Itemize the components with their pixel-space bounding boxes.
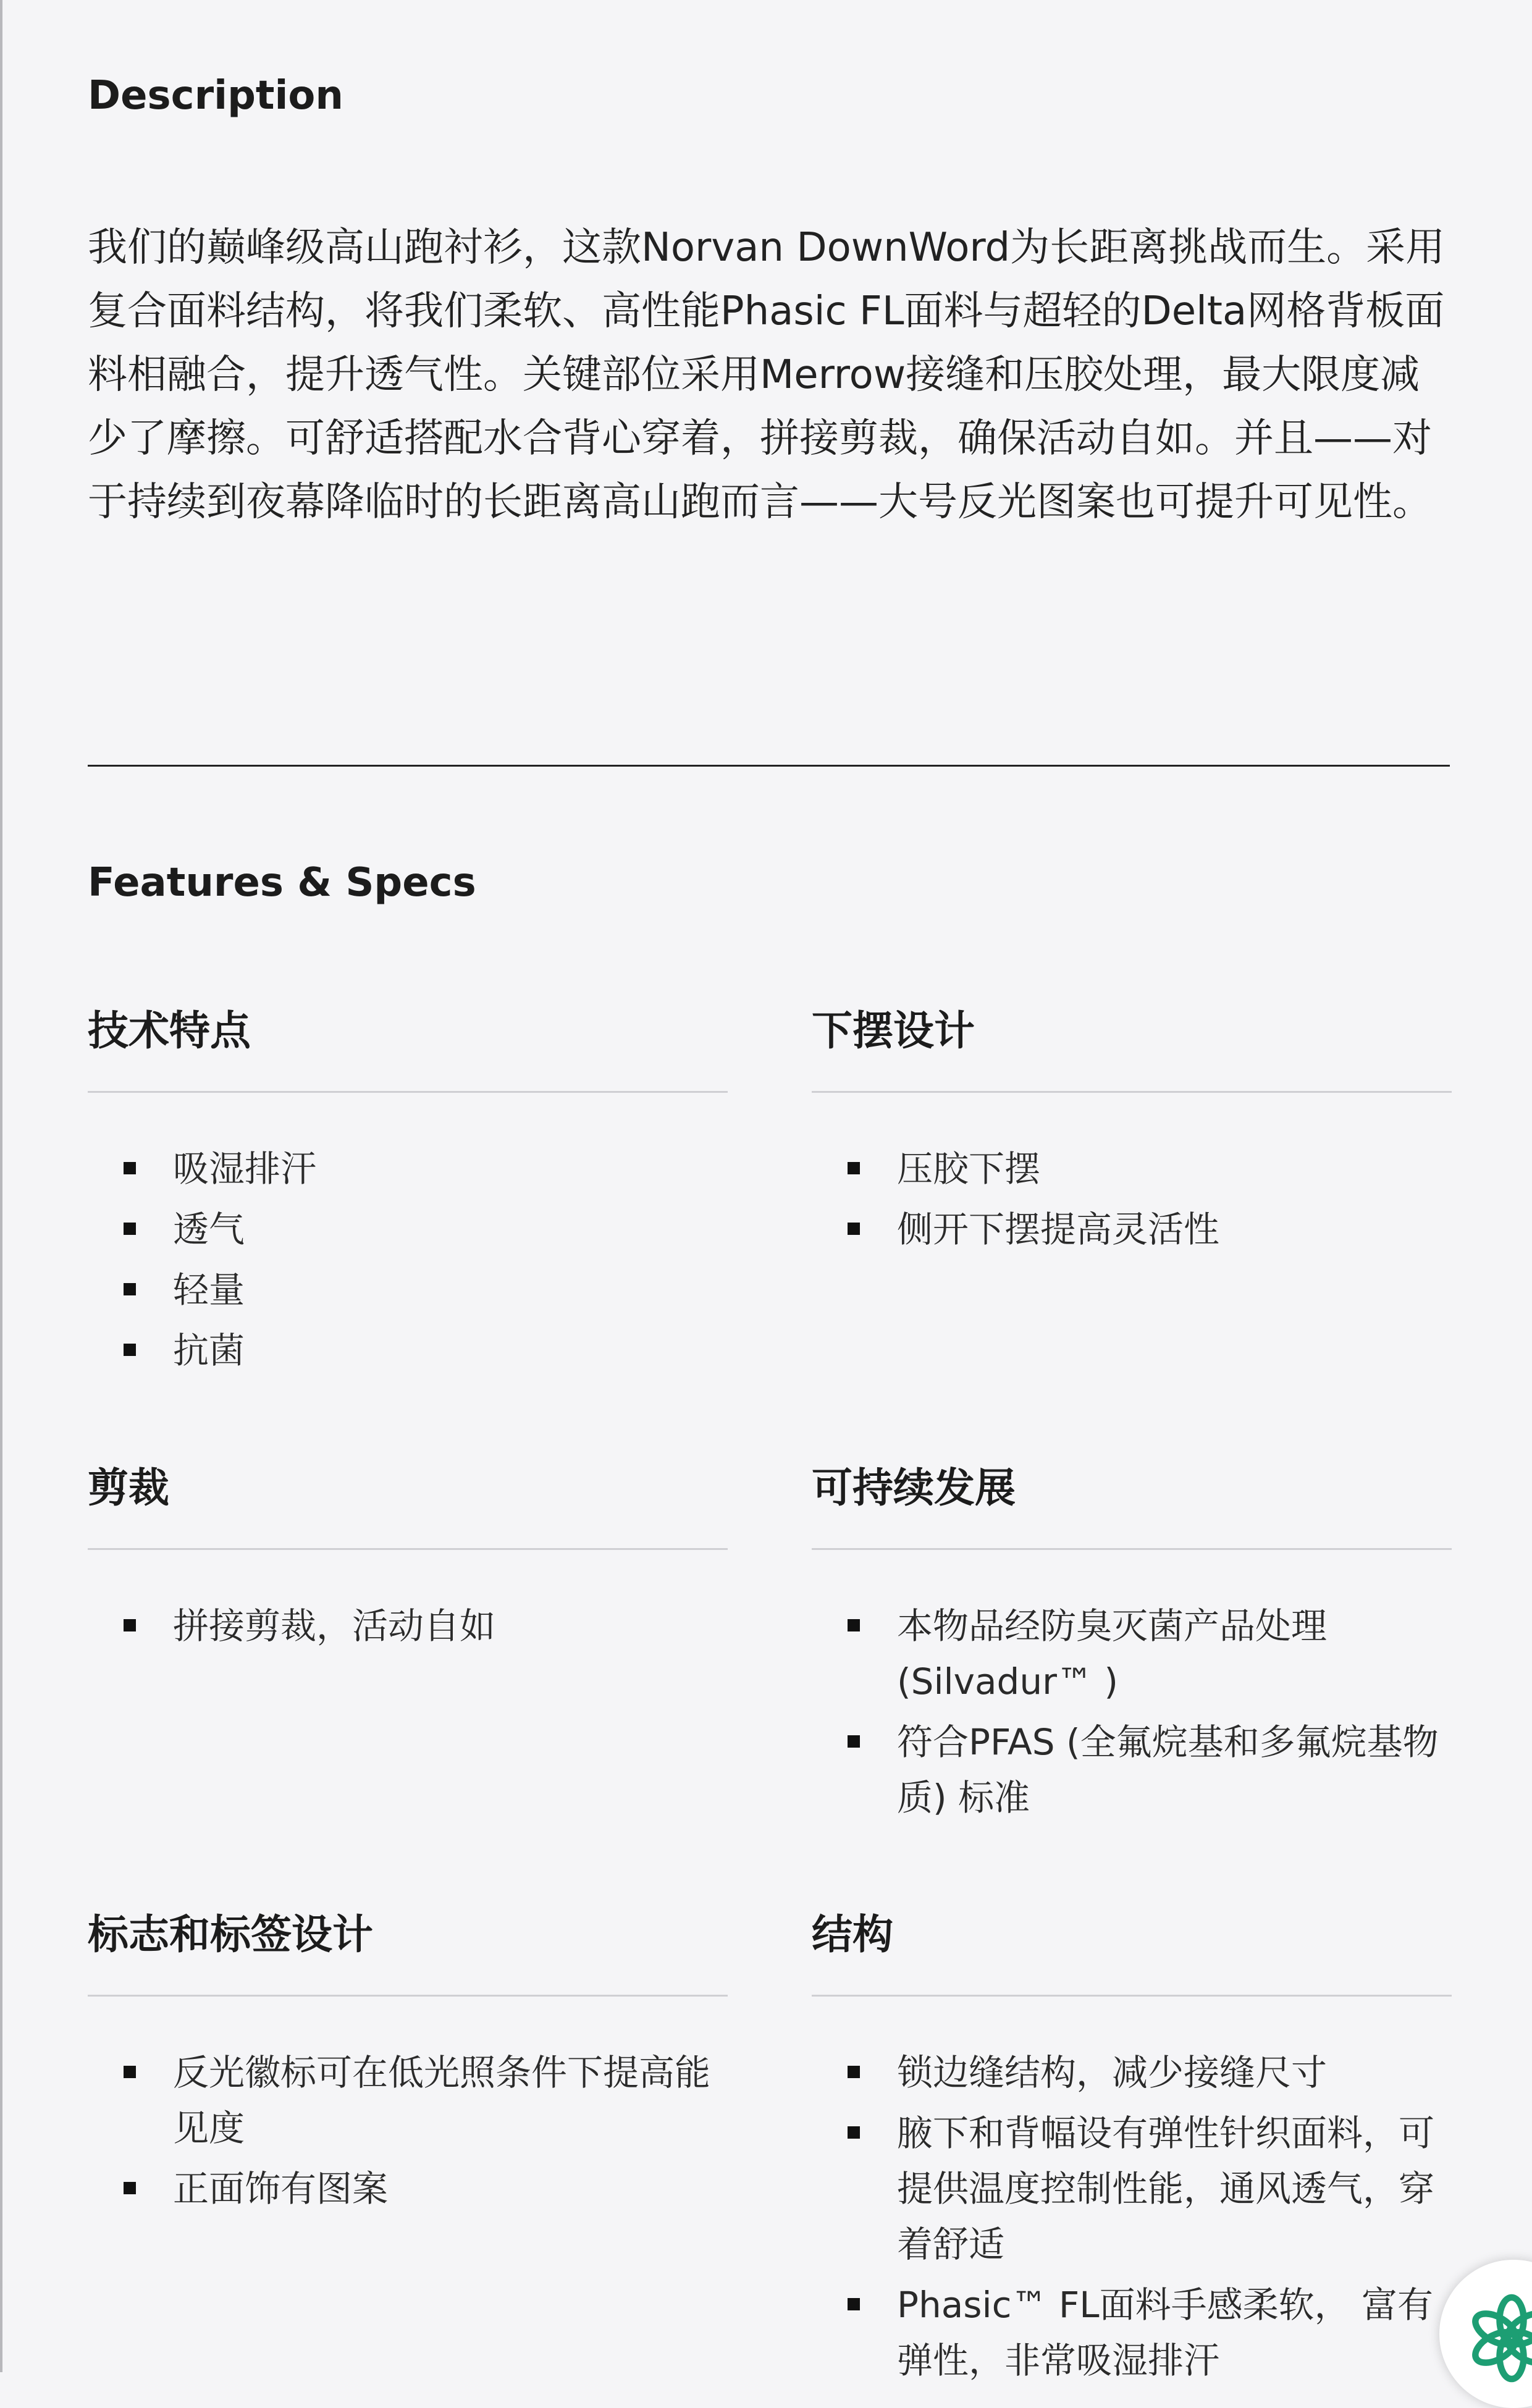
list-item: 压胶下摆 — [812, 1141, 1452, 1197]
bullet-square-icon — [124, 2066, 136, 2078]
bullet-square-icon — [124, 1344, 136, 1356]
bullet-square-icon — [848, 2126, 860, 2139]
bullet-square-icon — [848, 2298, 860, 2310]
list-item: 符合PFAS (全氟烷基和多氟烷基物质) 标准 — [812, 1714, 1452, 1825]
feature-card-divider — [88, 1091, 728, 1093]
feature-card-title: 剪裁 — [88, 1464, 169, 1512]
list-item: 透气 — [88, 1202, 728, 1257]
list-item: 反光徽标可在低光照条件下提高能见度 — [88, 2045, 728, 2156]
bullet-square-icon — [848, 2066, 860, 2078]
list-item: Phasic™ FL面料手感柔软， 富有弹性，非常吸湿排汗 — [812, 2277, 1452, 2388]
feature-card-title: 技术特点 — [88, 1007, 251, 1055]
list-item: 腋下和背幅设有弹性针织面料，可提供温度控制性能，通风透气，穿着舒适 — [812, 2105, 1452, 2272]
feature-card-title: 标志和标签设计 — [88, 1911, 373, 1958]
feature-card-divider — [88, 1548, 728, 1550]
page-left-border — [0, 0, 2, 2372]
bullet-square-icon — [124, 1283, 136, 1295]
list-item: 拼接剪裁，活动自如 — [88, 1598, 728, 1654]
feature-list — [812, 2045, 1452, 2388]
list-item: 吸湿排汗 — [88, 1141, 728, 1197]
list-item: 轻量 — [88, 1262, 728, 1318]
list-item: 本物品经防臭灭菌产品处理 (Silvadur™ ) — [812, 1598, 1452, 1709]
assistant-flower-icon — [1465, 2292, 1532, 2385]
section-divider — [88, 765, 1450, 767]
feature-list — [88, 1141, 728, 1378]
bullet-square-icon — [124, 1223, 136, 1235]
feature-list — [812, 1141, 1452, 1257]
bullet-square-icon — [848, 1735, 860, 1748]
list-item: 侧开下摆提高灵活性 — [812, 1202, 1452, 1257]
feature-card-title: 下摆设计 — [812, 1007, 975, 1055]
description-heading: Description — [88, 73, 343, 119]
assistant-button[interactable] — [1439, 2260, 1532, 2408]
feature-card-divider — [812, 1091, 1452, 1093]
list-item: 正面饰有图案 — [88, 2161, 728, 2216]
feature-card-title: 可持续发展 — [812, 1464, 1016, 1512]
feature-list — [88, 1598, 728, 1654]
feature-card-divider — [812, 1995, 1452, 1997]
feature-card-technical — [88, 1002, 728, 1383]
bullet-square-icon — [848, 1619, 860, 1631]
list-item: 抗菌 — [88, 1323, 728, 1378]
feature-card-sustainability — [812, 1459, 1452, 1830]
feature-list — [88, 2045, 728, 2216]
list-item: 锁边缝结构，减少接缝尺寸 — [812, 2045, 1452, 2100]
bullet-square-icon — [848, 1223, 860, 1235]
feature-card-divider — [812, 1548, 1452, 1550]
description-text: 我们的巅峰级高山跑衬衫，这款Norvan DownWord为长距离挑战而生。采用复合面料结构，将我们柔软、高性能Phasic FL面料与超轻的Delta网格背板面料相融合，提升透气性。关键部位采用Merrow接缝和压胶处理，最大限度减少了摩擦。可舒适搭配水合背心穿着，拼接剪裁，确保活动自如。并且——对于持续到夜幕降临时的长距离高山跑而言——大号反光图案也可提升可见性。 — [88, 225, 1446, 525]
feature-card-title: 结构 — [812, 1911, 893, 1958]
feature-card-fit — [88, 1459, 728, 1659]
feature-card-divider — [88, 1995, 728, 1997]
feature-card-construction — [812, 1906, 1452, 2393]
bullet-square-icon — [848, 1162, 860, 1174]
feature-card-hem — [812, 1002, 1452, 1262]
bullet-square-icon — [124, 1619, 136, 1631]
feature-card-logo-label — [88, 1906, 728, 2221]
bullet-square-icon — [124, 1162, 136, 1174]
features-heading: Features & Specs — [88, 860, 476, 906]
feature-list — [812, 1598, 1452, 1825]
bullet-square-icon — [124, 2182, 136, 2194]
